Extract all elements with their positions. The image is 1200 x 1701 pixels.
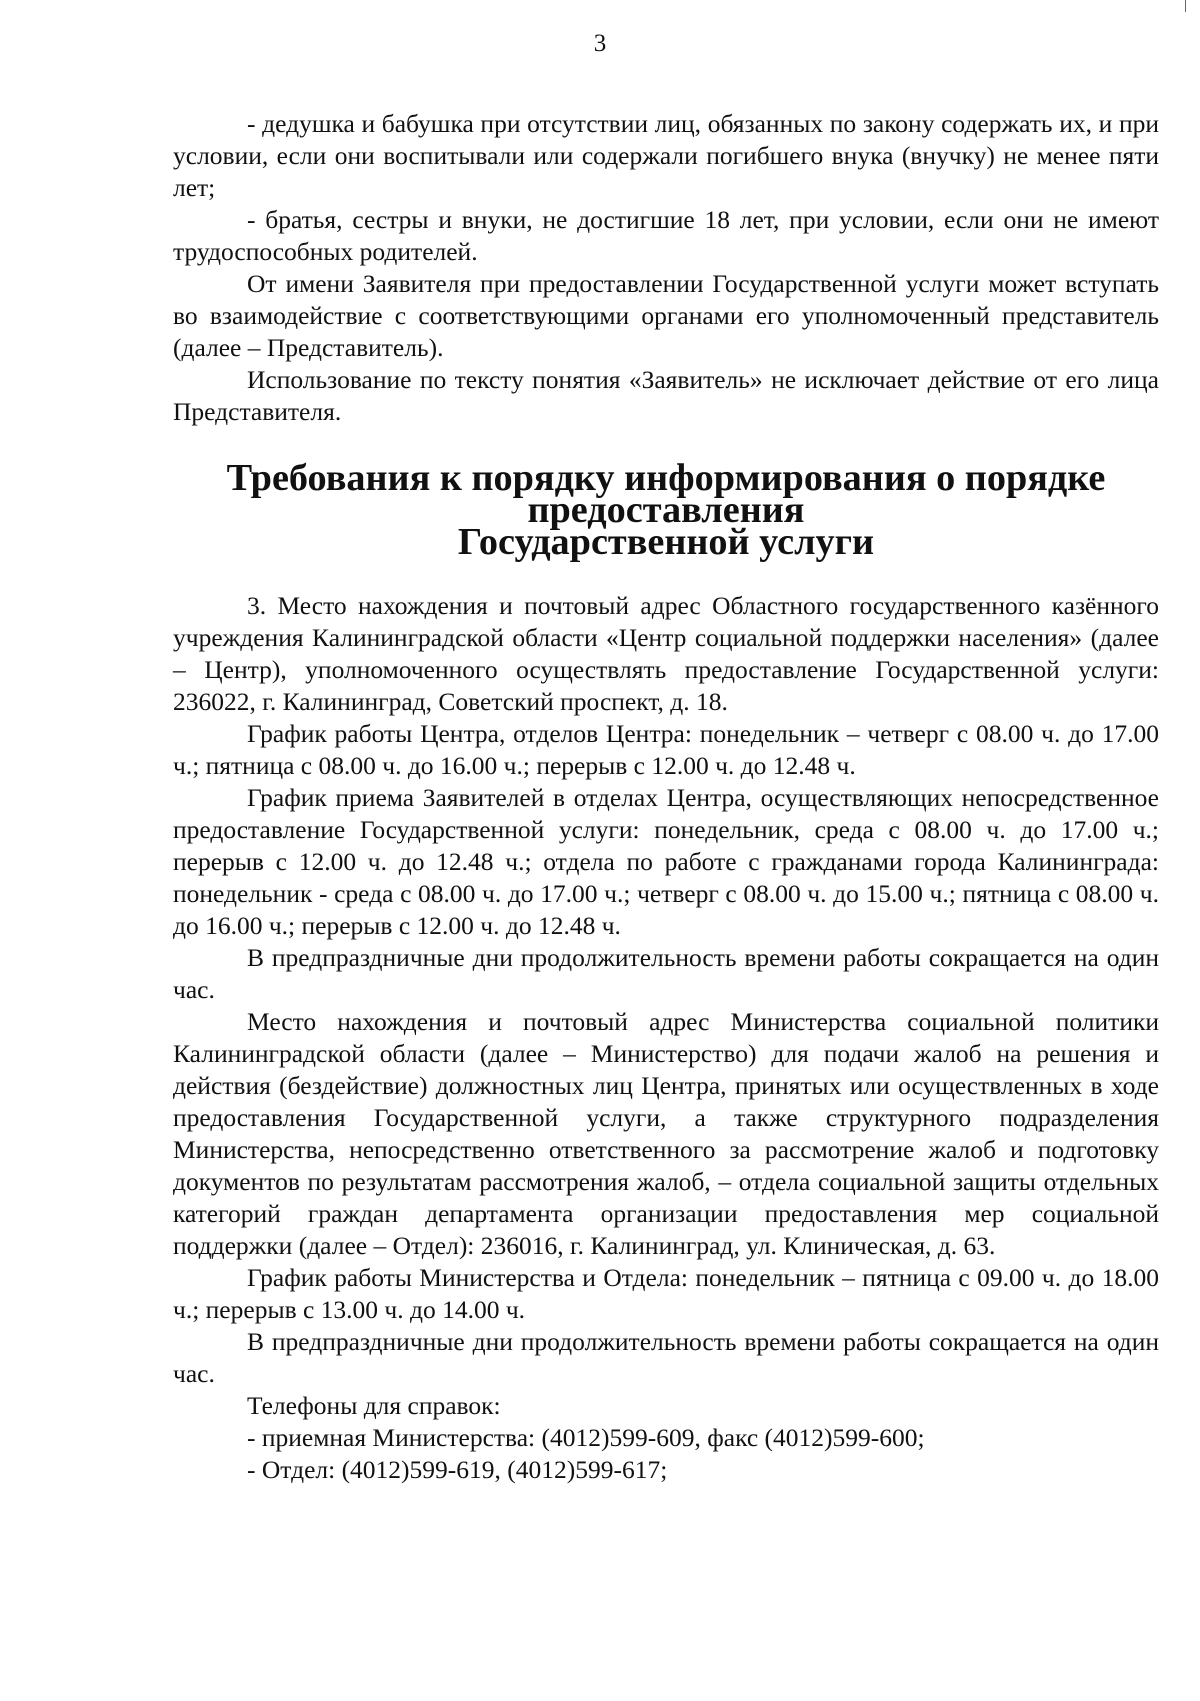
paragraph-representative: От имени Заявителя при предоставлении Государственной услуги может вступать во взаимодействие с соответствующими органами его уполномоченный представитель (далее – Представитель). bbox=[173, 269, 1159, 362]
page-number: 3 bbox=[593, 30, 607, 57]
section-title bbox=[173, 457, 1159, 563]
paragraph-phone-department: - Отдел: (4012)599-619, (4012)599-617; bbox=[247, 1455, 668, 1484]
paragraph-center-address: 3. Место нахождения и почтовый адрес Областного государственного казённого учреждения Калининградской области «Центр социальной поддержки населения» (далее – Центр), уполномоченного осуществлять предоставление Государственной услуги: 236022, г. Калининград, Советский проспект, д. 18. bbox=[173, 591, 1159, 716]
paragraph-reception-schedule: График приема Заявителей в отделах Центра, осуществляющих непосредственное предоставление Государственной услуги: понедельник, среда с 08.00 ч. до 17.00 ч.; перерыв с 12.00 ч. до 12.48 ч.; отдела по работе с гражданами города Калининграда: понедельник - среда с 08.00 ч. до 17.00 ч.; четверг с 08.00 ч. до 15.00 ч.; пятница с 08.00 ч. до 16.00 ч.; перерыв с 12.00 ч. до 12.48 ч. bbox=[173, 783, 1159, 940]
paragraph-phones-heading: Телефоны для справок: bbox=[247, 1391, 501, 1420]
paragraph-holiday-note-1: В предпраздничные дни продолжительность времени работы сокращается на один час. bbox=[173, 943, 1159, 1004]
paragraph-phone-ministry: - приемная Министерства: (4012)599-609, факс (4012)599-600; bbox=[247, 1423, 925, 1452]
paragraph-siblings: - братья, сестры и внуки, не достигшие 18 лет, при условии, если они не имеют трудоспособных родителей. bbox=[173, 205, 1159, 266]
paragraph-ministry-address: Место нахождения и почтовый адрес Министерства социальной политики Калининградской области (далее – Министерство) для подачи жалоб на решения и действия (бездействие) должностных лиц Центра, принятых или осуществленных в ходе предоставления Государственной услуги, а также структурного подразделения Министерства, непосредственно ответственного за рассмотрение жалоб и подготовку документов по результатам рассмотрения жалоб, – отдела социальной защиты отдельных категорий граждан департамента организации предоставления мер социальной поддержки (далее – Отдел): 236016, г. Калининград, ул. Клиническая, д. 63. bbox=[173, 1007, 1159, 1260]
paragraph-center-schedule: График работы Центра, отделов Центра: понедельник – четверг с 08.00 ч. до 17.00 ч.; пятница с 08.00 ч. до 16.00 ч.; перерыв с 12.00 ч. до 12.48 ч. bbox=[173, 719, 1159, 780]
section-title-line-2: Государственной услуги bbox=[457, 521, 875, 563]
paragraph-applicant-term: Использование по тексту понятия «Заявитель» не исключает действие от его лица Представителя. bbox=[173, 365, 1159, 426]
section-title-line-1: Требования к порядку информирования о порядке предоставления bbox=[226, 457, 1106, 531]
paragraph-ministry-schedule: График работы Министерства и Отдела: понедельник – пятница с 09.00 ч. до 18.00 ч.; перерыв с 13.00 ч. до 14.00 ч. bbox=[173, 1263, 1159, 1324]
document-body bbox=[173, 108, 1159, 1486]
scan-edge-mark bbox=[1185, 0, 1186, 12]
paragraph-grandparents: - дедушка и бабушка при отсутствии лиц, обязанных по закону содержать их, и при условии, если они воспитывали или содержали погибшего внука (внучку) не менее пяти лет; bbox=[173, 109, 1159, 202]
paragraph-holiday-note-2: В предпраздничные дни продолжительность времени работы сокращается на один час. bbox=[173, 1327, 1159, 1388]
